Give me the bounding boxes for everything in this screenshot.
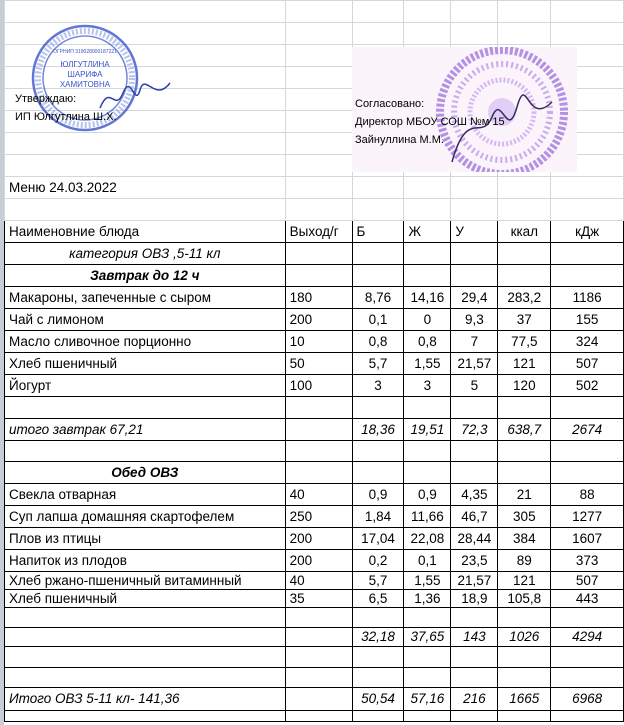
cell[interactable]: 0,8 <box>352 331 404 353</box>
cell[interactable]: 21,57 <box>451 572 498 590</box>
cell[interactable]: Масло сливочное порционно <box>5 331 286 353</box>
cell[interactable] <box>285 133 352 155</box>
cell[interactable] <box>404 243 451 265</box>
cell[interactable] <box>352 199 404 221</box>
cell[interactable]: 1,84 <box>352 506 404 528</box>
cell[interactable] <box>451 711 498 722</box>
table-row <box>5 353 624 375</box>
cell[interactable]: 305 <box>498 506 551 528</box>
cell[interactable]: 1026 <box>498 628 551 647</box>
cell[interactable]: 283,2 <box>498 287 551 309</box>
cell[interactable]: 3 <box>352 375 404 397</box>
cell[interactable]: 0,1 <box>352 309 404 331</box>
header-row <box>5 221 624 243</box>
cell[interactable]: 77,5 <box>498 331 551 353</box>
cell[interactable] <box>451 462 498 484</box>
table-row <box>5 287 624 309</box>
cell[interactable]: ккал <box>498 221 551 243</box>
cell[interactable]: 155 <box>551 309 624 331</box>
cell[interactable]: Суп лапша домашняя скартофелем <box>5 506 286 528</box>
cell[interactable]: 0,2 <box>352 550 404 572</box>
cell[interactable] <box>5 668 286 688</box>
cell[interactable]: 507 <box>551 353 624 375</box>
section-title-row <box>5 265 624 287</box>
cell[interactable]: 19,51 <box>404 419 451 441</box>
cell[interactable] <box>551 441 624 462</box>
cell[interactable]: 5,7 <box>352 353 404 375</box>
cell[interactable] <box>352 608 404 628</box>
cell[interactable] <box>551 177 624 199</box>
cell[interactable] <box>551 265 624 287</box>
cell[interactable] <box>352 647 404 668</box>
cell[interactable] <box>551 711 624 722</box>
cell[interactable]: 200 <box>285 528 352 550</box>
cell[interactable] <box>285 608 352 628</box>
cell[interactable] <box>451 23 498 45</box>
cell[interactable]: 32,18 <box>352 628 404 647</box>
cell[interactable] <box>498 23 551 45</box>
cell[interactable]: 200 <box>285 550 352 572</box>
cell[interactable]: 21,57 <box>451 353 498 375</box>
cell[interactable] <box>285 23 352 45</box>
cell[interactable] <box>551 608 624 628</box>
cell[interactable] <box>352 177 404 199</box>
cell[interactable]: Свекла отварная <box>5 484 286 506</box>
cell[interactable]: 14,16 <box>404 287 451 309</box>
table-row <box>5 688 624 711</box>
cell[interactable]: 1,55 <box>404 572 451 590</box>
cell[interactable] <box>404 608 451 628</box>
cell[interactable]: 88 <box>551 484 624 506</box>
cell[interactable]: 35 <box>285 590 352 608</box>
cell[interactable]: 0 <box>404 309 451 331</box>
cell[interactable]: 502 <box>551 375 624 397</box>
cell[interactable] <box>285 177 352 199</box>
cell[interactable] <box>451 647 498 668</box>
cell[interactable] <box>498 1 551 23</box>
table-row <box>5 528 624 550</box>
cell[interactable]: 46,7 <box>451 506 498 528</box>
cell[interactable] <box>5 441 286 462</box>
cell[interactable] <box>5 155 286 177</box>
cell[interactable]: 105,8 <box>498 590 551 608</box>
cell[interactable] <box>352 1 404 23</box>
cell[interactable] <box>498 441 551 462</box>
cell[interactable]: Обед ОВЗ <box>5 462 286 484</box>
cell[interactable] <box>285 45 352 67</box>
cell[interactable]: 37 <box>498 309 551 331</box>
cell[interactable] <box>498 243 551 265</box>
cell[interactable] <box>451 177 498 199</box>
cell[interactable]: 3 <box>404 375 451 397</box>
cell[interactable] <box>285 419 352 441</box>
svg-text:ОГРНИП 319028000187221: ОГРНИП 319028000187221 <box>53 49 117 55</box>
cell[interactable]: Йогурт <box>5 375 286 397</box>
cell[interactable] <box>285 89 352 111</box>
cell[interactable]: 8,76 <box>352 287 404 309</box>
cell[interactable] <box>285 647 352 668</box>
cell[interactable]: 57,16 <box>404 688 451 711</box>
blank-row <box>5 441 624 462</box>
cell[interactable]: 5,7 <box>352 572 404 590</box>
cell[interactable]: 216 <box>451 688 498 711</box>
blank-row <box>5 1 624 23</box>
cell[interactable]: Напиток из плодов <box>5 550 286 572</box>
cell[interactable]: Наименовние блюда <box>5 221 286 243</box>
cell[interactable]: 28,44 <box>451 528 498 550</box>
director-name: Зайнуллина М.М. <box>355 134 444 146</box>
cell[interactable]: 40 <box>285 572 352 590</box>
cell[interactable]: 1186 <box>551 287 624 309</box>
cell[interactable]: 100 <box>285 375 352 397</box>
table-row <box>5 419 624 441</box>
cell[interactable] <box>498 608 551 628</box>
cell[interactable] <box>451 608 498 628</box>
table-row <box>5 506 624 528</box>
svg-text:ШАРИФА: ШАРИФА <box>67 70 103 79</box>
table-row <box>5 572 624 590</box>
cell[interactable] <box>498 462 551 484</box>
cell[interactable] <box>5 711 286 722</box>
cell[interactable] <box>285 711 352 722</box>
cell[interactable] <box>352 441 404 462</box>
cell[interactable] <box>285 462 352 484</box>
director-title: Директор МБОУ СОШ №м 15 <box>355 116 505 128</box>
cell[interactable]: 200 <box>285 309 352 331</box>
cell[interactable] <box>404 397 451 419</box>
cell[interactable] <box>551 462 624 484</box>
cell[interactable] <box>451 441 498 462</box>
cell[interactable]: 37,65 <box>404 628 451 647</box>
cell[interactable]: 17,04 <box>352 528 404 550</box>
cell[interactable] <box>285 688 352 711</box>
agreed-label: Согласовано: <box>355 98 425 110</box>
cell[interactable]: 507 <box>551 572 624 590</box>
cell[interactable]: 72,3 <box>451 419 498 441</box>
cell[interactable]: Б <box>352 221 404 243</box>
cell[interactable]: Макароны, запеченные с сыром <box>5 287 286 309</box>
cell[interactable] <box>5 199 286 221</box>
cell[interactable]: Итого ОВЗ 5-11 кл- 141,36 <box>5 688 286 711</box>
cell[interactable]: 0,9 <box>404 484 451 506</box>
cell[interactable] <box>498 177 551 199</box>
cell[interactable]: У <box>451 221 498 243</box>
blank-row <box>5 668 624 688</box>
table-row <box>5 590 624 608</box>
cell[interactable]: Плов из птицы <box>5 528 286 550</box>
cell[interactable]: 6968 <box>551 688 624 711</box>
cell[interactable]: 4294 <box>551 628 624 647</box>
cell[interactable] <box>285 668 352 688</box>
cell[interactable] <box>285 628 352 647</box>
cell[interactable] <box>285 67 352 89</box>
cell[interactable]: 0,9 <box>352 484 404 506</box>
cell[interactable] <box>551 397 624 419</box>
cell[interactable]: 9,3 <box>451 309 498 331</box>
approval-right-text <box>355 95 505 149</box>
cell[interactable] <box>551 668 624 688</box>
approval-left-text <box>15 90 117 126</box>
cell[interactable] <box>285 243 352 265</box>
table-row <box>5 331 624 353</box>
cell[interactable] <box>404 177 451 199</box>
cell[interactable]: 250 <box>285 506 352 528</box>
cell[interactable]: 638,7 <box>498 419 551 441</box>
approver-name: ИП Юлгутлина Ш.Х. <box>15 111 117 123</box>
cell[interactable] <box>352 23 404 45</box>
cell[interactable] <box>5 1 286 23</box>
cell[interactable] <box>352 243 404 265</box>
section-title-row <box>5 462 624 484</box>
cell[interactable]: 2674 <box>551 419 624 441</box>
cell[interactable]: 29,4 <box>451 287 498 309</box>
cell[interactable]: 7 <box>451 331 498 353</box>
cell[interactable] <box>551 199 624 221</box>
cell[interactable]: 143 <box>451 628 498 647</box>
cell[interactable] <box>285 441 352 462</box>
cell[interactable] <box>404 647 451 668</box>
cell[interactable]: 1665 <box>498 688 551 711</box>
cell[interactable] <box>285 265 352 287</box>
cell[interactable]: кДж <box>551 221 624 243</box>
cell[interactable]: 22,08 <box>404 528 451 550</box>
cell[interactable] <box>451 243 498 265</box>
table-row <box>5 550 624 572</box>
cell[interactable]: 121 <box>498 353 551 375</box>
cell[interactable]: 373 <box>551 550 624 572</box>
cell[interactable]: 21 <box>498 484 551 506</box>
cell[interactable]: категория ОВЗ ,5-11 кл <box>5 243 286 265</box>
cell[interactable] <box>285 155 352 177</box>
table-row <box>5 309 624 331</box>
blank-row <box>5 608 624 628</box>
blank-row <box>5 199 624 221</box>
cell[interactable]: 4,35 <box>451 484 498 506</box>
table-row <box>5 484 624 506</box>
cell[interactable]: 180 <box>285 287 352 309</box>
cell[interactable]: 1,36 <box>404 590 451 608</box>
cell[interactable]: Хлеб ржано-пшеничный витаминный <box>5 572 286 590</box>
approve-label: Утверждаю: <box>15 93 77 105</box>
cell[interactable]: Выход/г <box>285 221 352 243</box>
cell[interactable]: Завтрак до 12 ч <box>5 265 286 287</box>
cell[interactable]: Меню 24.03.2022 <box>5 177 286 199</box>
cell[interactable] <box>551 23 624 45</box>
blank-row <box>5 397 624 419</box>
cell[interactable] <box>498 265 551 287</box>
cell[interactable] <box>498 199 551 221</box>
cell[interactable] <box>352 711 404 722</box>
blank-row <box>5 711 624 722</box>
cell[interactable] <box>5 608 286 628</box>
cell[interactable]: 23,5 <box>451 550 498 572</box>
cell[interactable] <box>285 199 352 221</box>
cell[interactable] <box>451 668 498 688</box>
cell[interactable]: итого завтрак 67,21 <box>5 419 286 441</box>
cell[interactable]: 18,36 <box>352 419 404 441</box>
cell[interactable]: 120 <box>498 375 551 397</box>
cell[interactable] <box>451 199 498 221</box>
cell[interactable]: Ж <box>404 221 451 243</box>
cell[interactable]: 1,55 <box>404 353 451 375</box>
blank-row <box>5 647 624 668</box>
cell[interactable] <box>451 397 498 419</box>
svg-text:ЮЛГУТЛИНА: ЮЛГУТЛИНА <box>60 60 110 69</box>
cell[interactable] <box>551 1 624 23</box>
table-row <box>5 628 624 647</box>
cell[interactable] <box>352 462 404 484</box>
cell[interactable] <box>404 711 451 722</box>
cell[interactable] <box>498 668 551 688</box>
cell[interactable]: 10 <box>285 331 352 353</box>
cell[interactable]: 0,1 <box>404 550 451 572</box>
cell[interactable]: 50,54 <box>352 688 404 711</box>
cell[interactable] <box>352 265 404 287</box>
cell[interactable]: 443 <box>551 590 624 608</box>
cell[interactable]: 324 <box>551 331 624 353</box>
cell[interactable]: 0,8 <box>404 331 451 353</box>
svg-text:ХАМИТОВНА: ХАМИТОВНА <box>59 80 111 89</box>
cell[interactable]: 1277 <box>551 506 624 528</box>
cell[interactable] <box>404 462 451 484</box>
cell[interactable] <box>404 265 451 287</box>
cell[interactable]: 5 <box>451 375 498 397</box>
cell[interactable]: 50 <box>285 353 352 375</box>
table-row <box>5 375 624 397</box>
cell[interactable]: 89 <box>498 550 551 572</box>
category-row <box>5 243 624 265</box>
cell[interactable] <box>498 711 551 722</box>
cell[interactable] <box>551 243 624 265</box>
cell[interactable] <box>404 199 451 221</box>
cell[interactable] <box>404 23 451 45</box>
cell[interactable] <box>498 647 551 668</box>
cell[interactable]: 11,66 <box>404 506 451 528</box>
cell[interactable] <box>451 265 498 287</box>
cell[interactable] <box>404 1 451 23</box>
cell[interactable] <box>404 668 451 688</box>
cell[interactable] <box>285 111 352 133</box>
cell[interactable] <box>451 1 498 23</box>
cell[interactable] <box>285 397 352 419</box>
cell[interactable] <box>5 647 286 668</box>
cell[interactable]: 1607 <box>551 528 624 550</box>
cell[interactable] <box>285 1 352 23</box>
cell[interactable] <box>404 441 451 462</box>
cell[interactable] <box>498 397 551 419</box>
cell[interactable]: 18,9 <box>451 590 498 608</box>
cell[interactable] <box>5 397 286 419</box>
cell[interactable] <box>352 397 404 419</box>
cell[interactable]: 40 <box>285 484 352 506</box>
cell[interactable]: 121 <box>498 572 551 590</box>
cell[interactable] <box>5 628 286 647</box>
cell[interactable]: Хлеб пшеничный <box>5 590 286 608</box>
cell[interactable]: 6,5 <box>352 590 404 608</box>
cell[interactable] <box>551 647 624 668</box>
cell[interactable]: 384 <box>498 528 551 550</box>
menu-title-row <box>5 177 624 199</box>
cell[interactable]: Чай с лимоном <box>5 309 286 331</box>
cell[interactable]: Хлеб пшеничный <box>5 353 286 375</box>
cell[interactable] <box>352 668 404 688</box>
